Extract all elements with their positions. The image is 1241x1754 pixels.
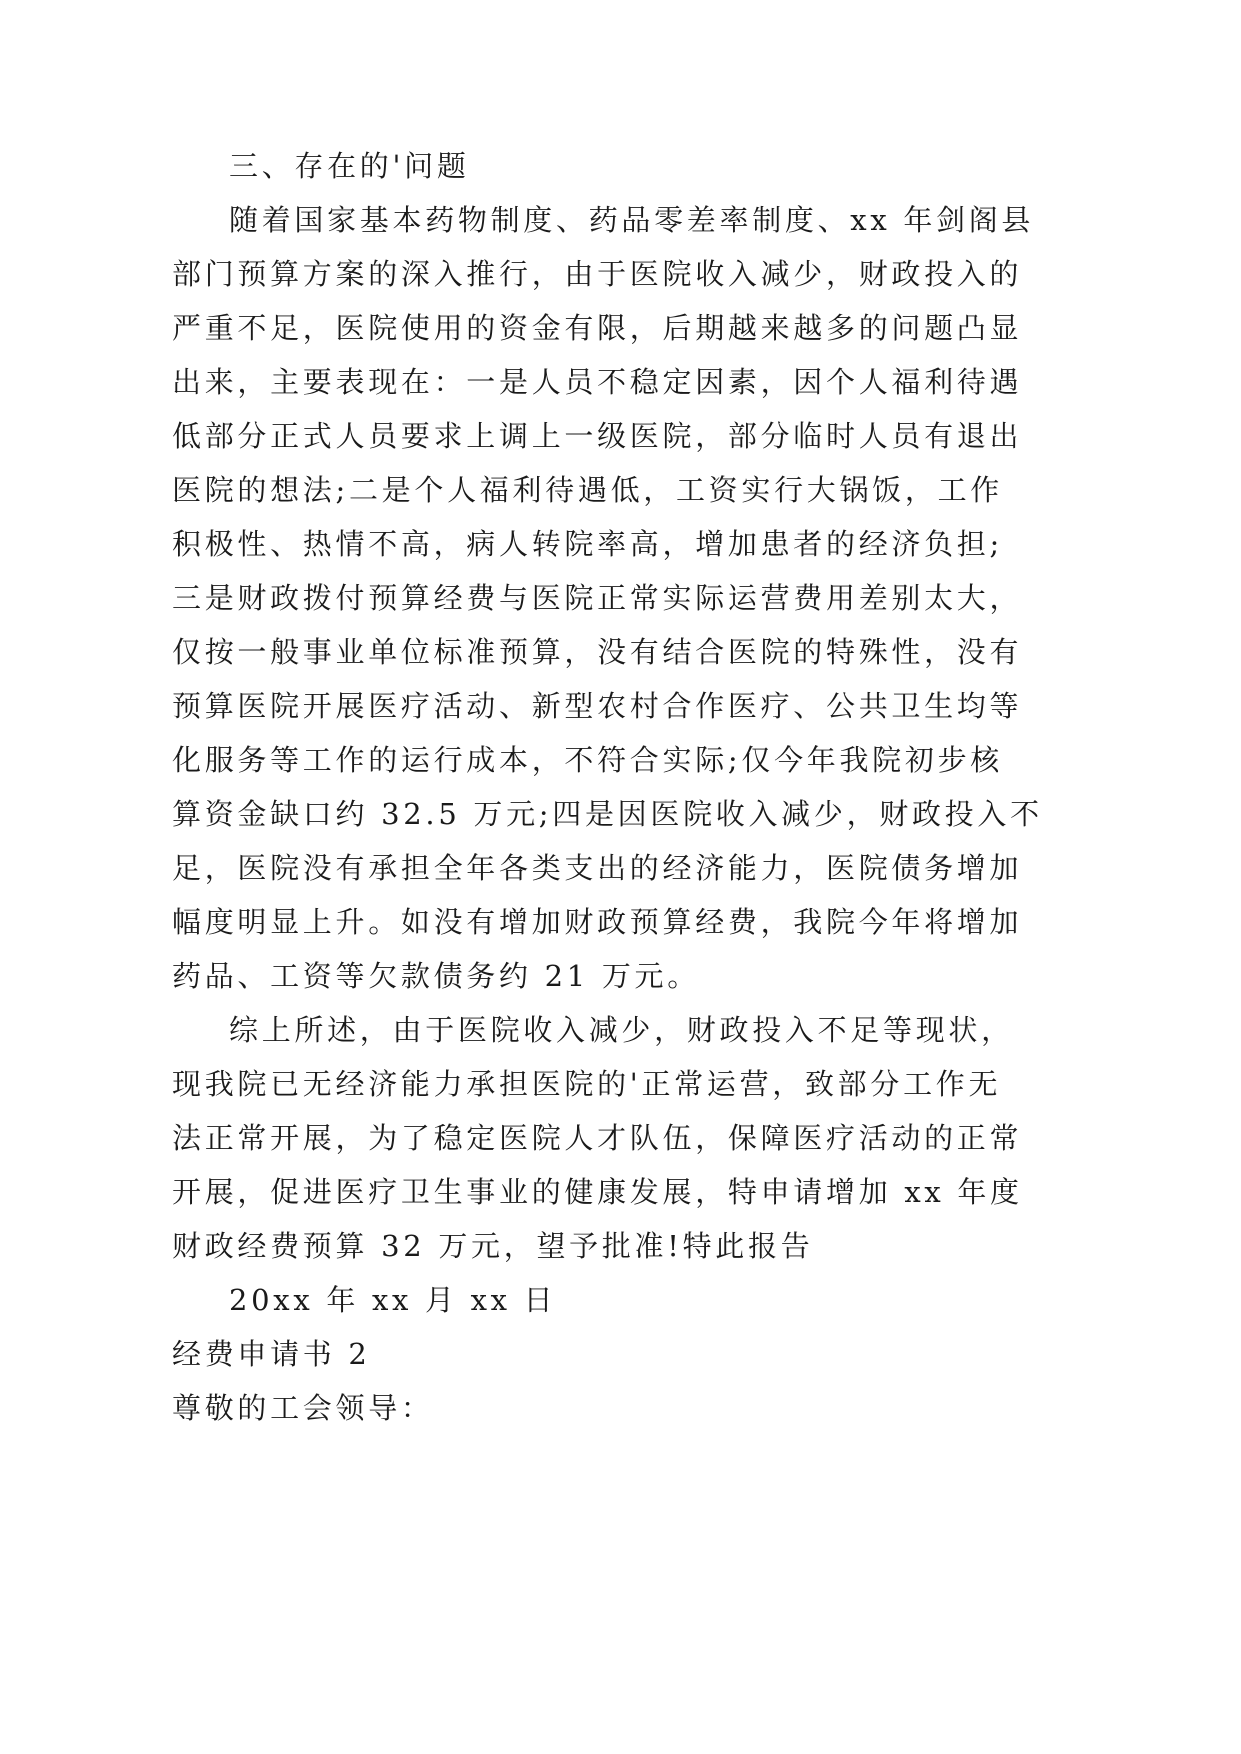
date-line: 20xx 年 xx 月 xx 日	[229, 1283, 557, 1317]
paragraph-line: 化服务等工作的运行成本，不符合实际;仅今年我院初步核	[172, 743, 1003, 777]
paragraph-line: 幅度明显上升。如没有增加财政预算经费，我院今年将增加	[172, 905, 1023, 939]
paragraph-line: 现我院已无经济能力承担医院的'正常运营，致部分工作无	[172, 1067, 1002, 1101]
document-title: 经费申请书 2	[172, 1337, 371, 1371]
paragraph-line: 部门预算方案的深入推行，由于医院收入减少，财政投入的	[172, 257, 1023, 291]
paragraph-line: 法正常开展，为了稳定医院人才队伍，保障医疗活动的正常	[172, 1121, 1023, 1155]
paragraph-line: 医院的想法;二是个人福利待遇低，工资实行大锅饭，工作	[172, 473, 1003, 507]
salutation: 尊敬的工会领导：	[172, 1391, 434, 1425]
paragraph-line: 三是财政拨付预算经费与医院正常实际运营费用差别太大，	[172, 581, 1023, 615]
paragraph-line: 出来，主要表现在：一是人员不稳定因素，因个人福利待遇	[172, 365, 1023, 399]
paragraph-line: 算资金缺口约 32.5 万元;四是因医院收入减少，财政投入不	[172, 797, 1043, 831]
paragraph-line: 综上所述，由于医院收入减少，财政投入不足等现状，	[229, 1013, 1014, 1047]
paragraph-line: 药品、工资等欠款债务约 21 万元。	[172, 959, 700, 993]
section-heading: 三、存在的'问题	[229, 149, 470, 183]
paragraph-line: 开展，促进医疗卫生事业的健康发展，特申请增加 xx 年度	[172, 1175, 1023, 1209]
paragraph-line: 积极性、热情不高，病人转院率高，增加患者的经济负担;	[172, 527, 1003, 561]
paragraph-line: 仅按一般事业单位标准预算，没有结合医院的特殊性，没有	[172, 635, 1023, 669]
paragraph-line: 足，医院没有承担全年各类支出的经济能力，医院债务增加	[172, 851, 1023, 885]
paragraph-line: 随着国家基本药物制度、药品零差率制度、xx 年剑阁县	[229, 203, 1035, 237]
paragraph-line: 严重不足，医院使用的资金有限，后期越来越多的问题凸显	[172, 311, 1023, 345]
paragraph-line: 财政经费预算 32 万元，望予批准!特此报告	[172, 1229, 814, 1263]
paragraph-line: 预算医院开展医疗活动、新型农村合作医疗、公共卫生均等	[172, 689, 1023, 723]
paragraph-line: 低部分正式人员要求上调上一级医院，部分临时人员有退出	[172, 419, 1023, 453]
